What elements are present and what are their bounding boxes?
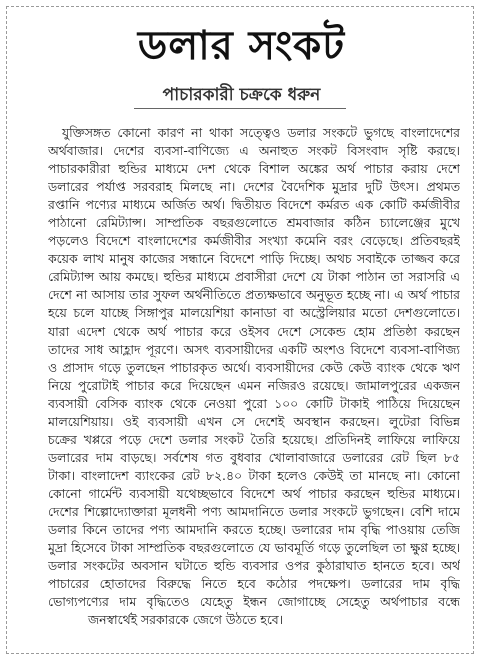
article-subheadline: পাচারকারী চক্রকে ধরুন	[162, 85, 321, 105]
article-body-line: অর্থবাজার। দেশের ব্যবসা-বাণিজ্যে এ অনাহুত সংকট বিসংবাদ সৃষ্টি করছে।	[48, 143, 460, 159]
article-body-line: ডলার কিনে তাদের পণ্য আমদানি করতে হচ্ছে। ডলারের দাম বৃদ্ধি পাওয়ায় তেজি	[48, 522, 460, 538]
article-body-line: দেশের শিল্পোদ্যোক্তারা মূলধনী পণ্য আমদানিতে ডলার সংকটে ভুগছেন। বেশি দামে	[48, 503, 460, 519]
article-body-line: তাদের সাধ আহ্লাদ পূরণে। অসৎ ব্যবসায়ীদের একটি অংশও বিদেশে ব্যবসা-বাণিজ্য	[48, 341, 460, 357]
article-body-line: পাচারকারীরা হুন্ডির মাধ্যমে দেশ থেকে বিশাল অঙ্কের অর্থ পাচার করায় দেশে	[48, 161, 460, 177]
article-body-line: ও প্রাসাদ গড়ে তুলছেন পাচারকৃত অর্থে। ব্যবসায়ীদের কেউ কেউ ব্যাংক থেকে ঋণ	[48, 359, 460, 375]
article-body	[48, 124, 460, 629]
article-body-line: হয়ে চলে যাচ্ছে সিঙ্গাপুর মালয়েশিয়া কানাডা বা অস্ট্রেলিয়ার মতো দেশগুলোতে।	[48, 305, 460, 321]
article-body-line: ডলার সংকটের অবসান ঘটাতে হুন্ডি ব্যবসার ওপর কুঠারাঘাত হানতে হবে। অর্থ	[48, 558, 460, 574]
article-body-line: রেমিট্যান্স আয় কমছে। হুন্ডির মাধ্যমে প্রবাসীরা দেশে যে টাকা পাঠান তা সরাসরি এ	[48, 269, 460, 285]
article-body-line: কয়েক লাখ মানুষ কাজের সন্ধানে বিদেশে পাড়ি দিচ্ছে। অথচ সবাইকে তাজ্জব করে	[48, 251, 460, 267]
article-body-line: চক্রের খপ্পরে পড়ে দেশে ডলার সংকট তৈরি হয়েছে। প্রতিদিনই লাফিয়ে লাফিয়ে	[48, 431, 460, 447]
article-body-line: ডলারের পর্যাপ্ত সরবরাহ মিলছে না। দেশের বৈদেশিক মুদ্রার দুটি উৎস। প্রথমত	[48, 179, 460, 195]
article-body-line: রপ্তানি পণ্যের মাধ্যমে অর্জিত অর্থ। দ্বিতীয়ত বিদেশে কর্মরত এক কোটি কর্মজীবীর	[48, 197, 460, 213]
article-body-line: জনস্বার্থেই সরকারকে জেগে উঠতে হবে।	[88, 612, 284, 628]
article-body-line: মুদ্রা হিসেবে টাকা সাম্প্রতিক বছরগুলোতে যে ভাবমূর্তি গড়ে তুলেছিল তা ক্ষুণ্ণ হচ্ছে।	[48, 540, 460, 556]
article-body-line: কোনো গার্মেন্ট ব্যবসায়ী যথেচ্ছভাবে বিদেশে অর্থ পাচার করছেন হুন্ডির মাধ্যমে।	[48, 485, 460, 501]
article-body-line: নিয়ে পুরোটাই পাচার করে দিয়েছেন এমন নজিরও রয়েছে। জামালপুরের একজন	[48, 377, 460, 393]
article-body-line: পড়লেও বিদেশে বাংলাদেশের কর্মজীবীর সংখ্যা কমেনি বরং বেড়েছে। প্রতিবছরই	[48, 233, 460, 249]
article-body-line: মালয়েশিয়ায়। ওই ব্যবসায়ী এখন সে দেশেই অবস্থান করছেন। লুটেরা বিভিন্ন	[48, 413, 460, 429]
article-body-line: যারা এদেশ থেকে অর্থ পাচার করে ওইসব দেশে সেকেন্ড হোম প্রতিষ্ঠা করছেন	[48, 323, 460, 339]
article-body-line: ডলারের দাম বাড়ছে। সর্বশেষ গত বুধবার খোলাবাজারে ডলারের রেট ছিল ৮৫	[48, 449, 460, 465]
article-body-line: ভোগ্যপণ্যের দাম বৃদ্ধিতেও যেহেতু ইন্ধন জোগাচ্ছে সেহেতু অর্থপাচার বন্ধে	[48, 594, 460, 610]
article-body-line: পাঠানো রেমিট্যান্স। সাম্প্রতিক বছরগুলোতে শ্রমবাজার কঠিন চ্যালেঞ্জের মুখে	[48, 215, 460, 231]
article-body-line: যুক্তিসঙ্গত কোনো কারণ না থাকা সত্ত্বেও ডলার সংকটে ভুগছে বাংলাদেশের	[62, 125, 460, 140]
subheadline-underline	[134, 108, 346, 109]
article-body-line: টাকা। বাংলাদেশ ব্যাংকের রেট ৮২.৪০ টাকা হলেও কেউই তা মানছে না। কোনো	[48, 467, 460, 483]
article-headline: ডলার সংকট	[137, 23, 346, 69]
article-body-line: ব্যবসায়ী বেসিক ব্যাংক থেকে নেওয়া পুরো ১০০ কোটি টাকাই পাঠিয়ে দিয়েছেন	[48, 395, 460, 411]
article-body-line: দেশে না আসায় তার সুফল অর্থনীতিতে প্রত্যক্ষভাবে অনুভূত হচ্ছে না। এ অর্থ পাচার	[48, 287, 460, 303]
article-body-line: পাচারের হোতাদের বিরুদ্ধে নিতে হবে কঠোর পদক্ষেপ। ডলারের দাম বৃদ্ধি	[48, 576, 460, 592]
